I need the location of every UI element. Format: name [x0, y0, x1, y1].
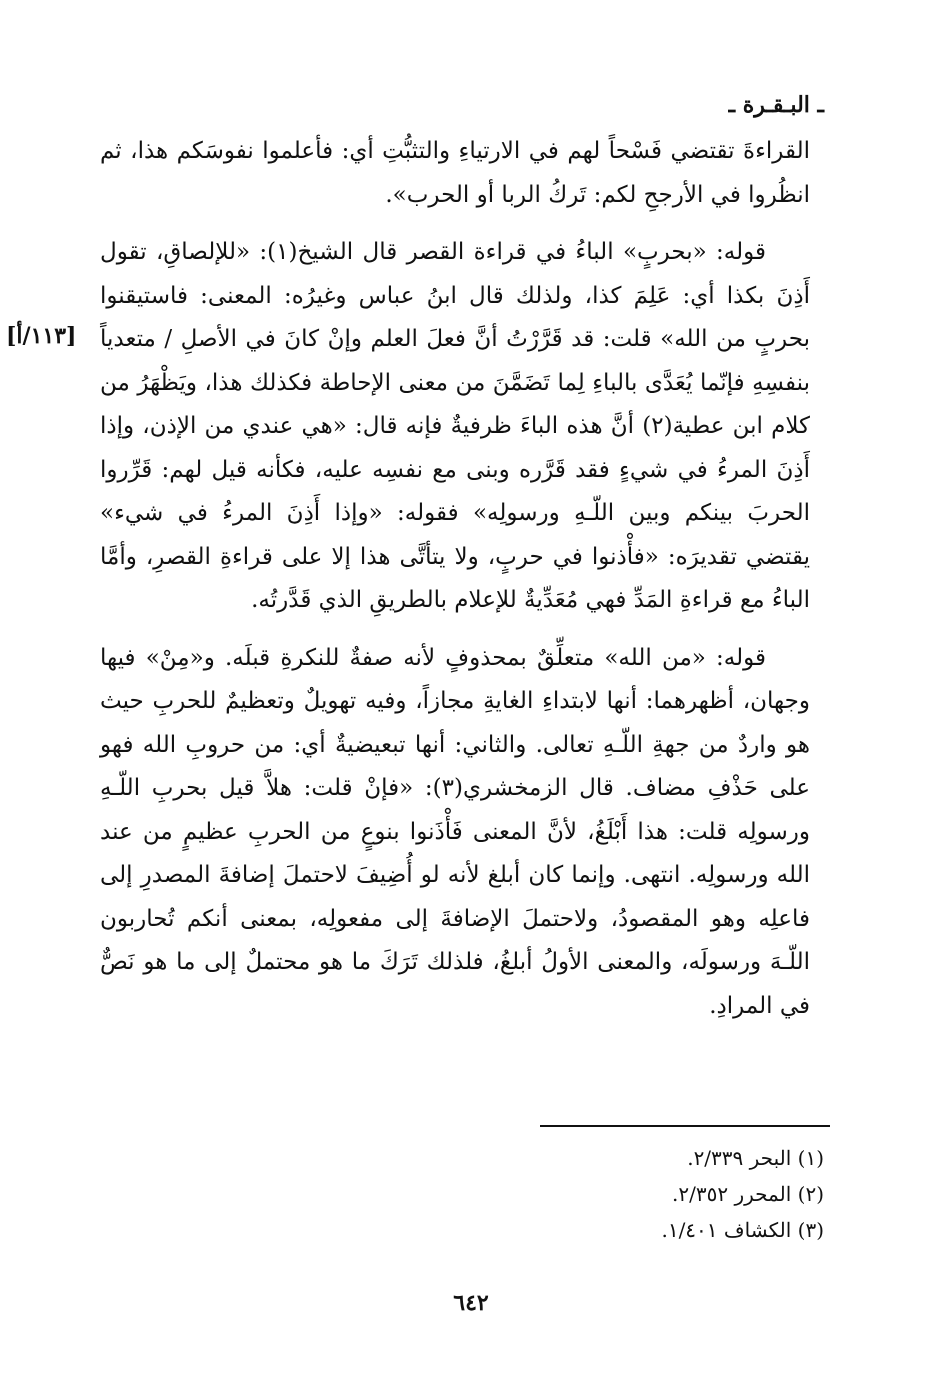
footnotes [661, 1140, 824, 1248]
footnote-1: (١) البحر ٢/٣٣٩. [687, 1146, 824, 1170]
footnote-2: (٢) المحرر ٢/٣٥٢. [672, 1182, 824, 1206]
footnote-divider [540, 1125, 830, 1127]
page-number: ٦٤٢ [453, 1290, 489, 1316]
paragraph-1: القراءةَ تقتضي فَسْحاً لهم في الارتياءِ والتثبُّتِ أي: فأعلموا نفوسَكم هذا، ثم انظُروا في الأرجحِ لكم: تَركُ الربا أو الحرب». [100, 138, 810, 208]
running-header: ـ البـقـرة ـ [728, 92, 824, 118]
manuscript-folio-reference: [١١٣/أ] [6, 323, 77, 349]
footnote-3: (٣) الكشاف ١/٤٠١. [661, 1218, 824, 1242]
paragraph-2: قوله: «بحربٍ» الباءُ في قراءة القصر قال الشيخ(١): «للإلصاقِ، تقول أَذِنَ بكذا أي: عَلِمَ كذا، ولذلك قال ابنُ عباس وغيرُه: المعنى: فاستيقنوا بحربٍ من الله» قلت: قد قَرَّرْتُ أنَّ فعلَ العلم وإنْ كانَ في الأصلِ / متعدياً بنفسِهِ فإنّما يُعَدَّى بالباءِ لِما تَضَمَّنَ من معنى الإحاطة فكذلك هذا، ويَظْهَرُ من كلام ابن عطية(٢) أنَّ هذه الباءَ ظرفيةٌ فإنه قال: «هي عندي من الإذن، وإذا أَذِنَ المرءُ في شيءٍ فقد قَرَّره وبنى مع نفسِه عليه، فكأنه قيل لهم: قَرِّروا الحربَ بينكم وبين اللّـهِ ورسولِه» فقوله: «وإذا أَذِنَ المرءُ في شيء» يقتضي تقديرَه: «فأْذنوا في حربٍ، ولا يتأتَّى هذا إلا على قراءةِ القصرِ، وأمَّا الباءُ مع قراءةِ المَدِّ فهي مُعَدِّيةٌ للإعلام بالطريقِ الذي قَدَّرتُه. [100, 239, 811, 613]
main-text [100, 130, 810, 1028]
paragraph-3: قوله: «من الله» متعلِّقٌ بمحذوفٍ لأنه صفةٌ للنكرةِ قبلَه. و«مِنْ» فيها وجهان، أظهرهما: أنها لابتداءِ الغايةِ مجازاً، وفيه تهويلٌ وتعظيمٌ للحربِ حيث هو واردٌ من جهةِ اللّـهِ تعالى. والثاني: أنها تبعيضيةٌ أي: من حروبِ الله فهو على حَذْفِ مضاف. قال الزمخشري(٣): «فإنْ قلت: هلاَّ قيل بحربِ اللّـهِ ورسولِه قلت: هذا أَبْلَغُ، لأنَّ المعنى فَأْذَنوا بنوعٍ من الحربِ عظيمٍ من عند الله ورسولِه. انتهى. وإنما كان أبلغ لأنه لو أُضِيفَ لاحتملَ إضافةَ المصدرِ إلى فاعلِه وهو المقصودُ، ولاحتملَ الإضافةَ إلى مفعولِه، بمعنى أنكم تُحاربون اللّـهَ ورسولَه، والمعنى الأولُ أبلغُ، فلذلك تَرَكَ ما هو محتملٌ إلى ما هو نَصٌّ في المرادِ. [100, 644, 810, 1019]
